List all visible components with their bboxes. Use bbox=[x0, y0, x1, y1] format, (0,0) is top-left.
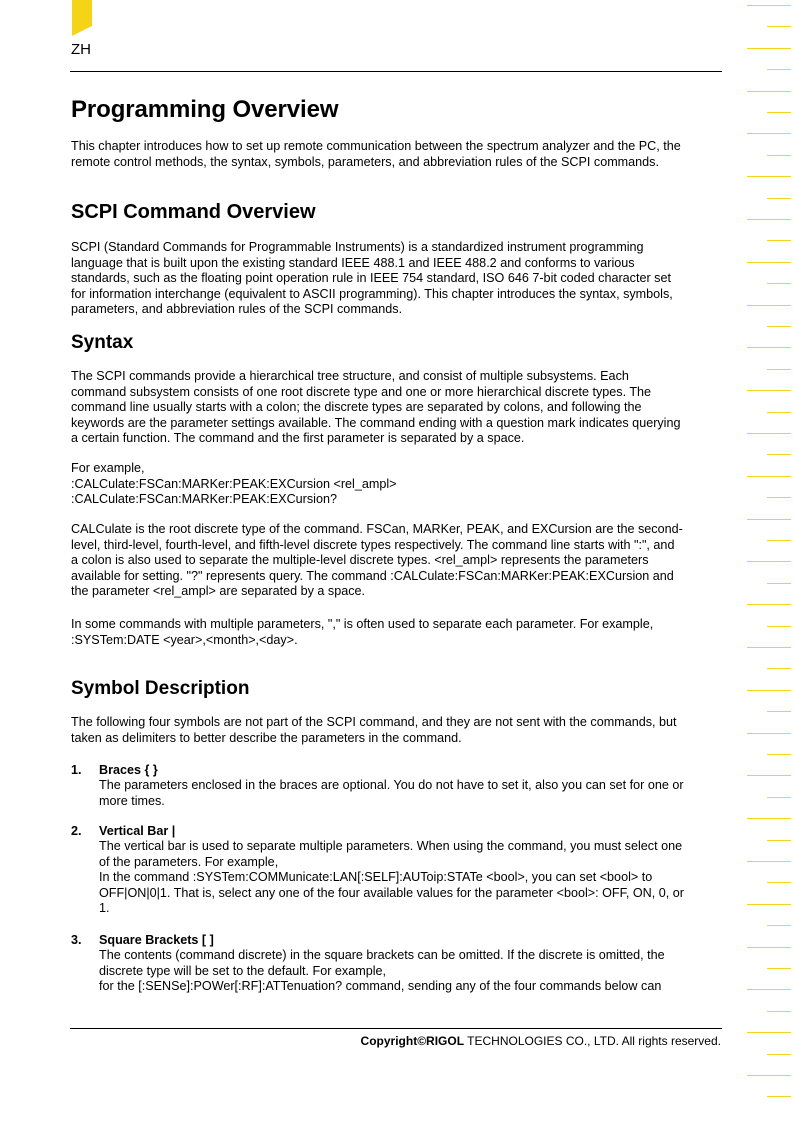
text-line: In some commands with multiple parameters, "," is often used to separate each parameter. For example, bbox=[71, 617, 654, 631]
margin-stripe bbox=[767, 497, 791, 498]
margin-stripe bbox=[767, 454, 791, 455]
text-line: For example, bbox=[71, 461, 145, 475]
margin-stripe bbox=[767, 882, 791, 883]
margin-stripe bbox=[747, 1032, 791, 1033]
margin-stripe bbox=[747, 947, 791, 948]
text-line: :CALCulate:FSCan:MARKer:PEAK:EXCursion <rel_ampl> bbox=[71, 476, 397, 491]
page-title: Programming Overview bbox=[71, 96, 339, 123]
text-line: keywords are the parameter settings available. The command ending with a question mark indicates querying bbox=[71, 415, 681, 430]
margin-stripe bbox=[767, 198, 791, 199]
margin-stripe bbox=[747, 219, 791, 220]
margin-stripe bbox=[767, 583, 791, 584]
list-item-number: 1. bbox=[71, 763, 82, 777]
margin-stripe bbox=[767, 797, 791, 798]
margin-stripes bbox=[747, 0, 793, 1122]
list-item-body bbox=[99, 778, 723, 809]
text-line: parameters, and abbreviation rules of the SCPI commands. bbox=[71, 302, 403, 316]
list-item-title: Square Brackets [ ] bbox=[99, 933, 214, 947]
margin-stripe bbox=[747, 305, 791, 306]
text-line: command line usually starts with a colon; the discrete types are separated by colons, and following the bbox=[71, 400, 642, 414]
text-line: remote control methods, the syntax, symbols, parameters, and abbreviation rules of the SCPI commands. bbox=[71, 154, 659, 169]
text-line: level, third-level, fourth-level, and fifth-level discrete types respectively. The command line starts with ":", and bbox=[71, 537, 675, 552]
text-line: taken as delimiters to better describe the parameters in the command. bbox=[71, 730, 462, 745]
text-line: a certain function. The command and the first parameter is separated by a space. bbox=[71, 431, 525, 445]
margin-stripe bbox=[767, 968, 791, 969]
text-line: This chapter introduces how to set up remote communication between the spectrum analyzer and the PC, the bbox=[71, 139, 681, 153]
margin-stripe bbox=[747, 176, 791, 177]
symbol-description-heading: Symbol Description bbox=[71, 678, 250, 699]
list-item-title: Braces { } bbox=[99, 763, 158, 777]
text-line: the parameter <rel_ampl> are separated by a space. bbox=[71, 584, 366, 598]
list-item-title: Vertical Bar | bbox=[99, 824, 176, 838]
text-line: :SYSTem:DATE <year>,<month>,<day>. bbox=[71, 632, 298, 647]
margin-stripe bbox=[747, 476, 791, 477]
margin-stripe bbox=[747, 433, 791, 434]
symbol-intro-paragraph bbox=[71, 715, 723, 746]
intro-paragraph bbox=[71, 139, 723, 170]
margin-stripe bbox=[747, 818, 791, 819]
text-line: :CALCulate:FSCan:MARKer:PEAK:EXCursion? bbox=[71, 492, 337, 506]
text-line: for the [:SENSe]:POWer[:RF]:ATTenuation? command, sending any of the four commands below can bbox=[99, 979, 662, 993]
margin-stripe bbox=[767, 155, 791, 156]
margin-stripe bbox=[767, 668, 791, 669]
margin-stripe bbox=[747, 733, 791, 734]
text-line: discrete type will be set to the default. For example, bbox=[99, 963, 386, 978]
margin-stripe bbox=[767, 412, 791, 413]
text-line: The vertical bar is used to separate multiple parameters. When using the command, you must select one bbox=[99, 839, 683, 853]
text-line: a colon is also used to separate the multiple-level discrete types. <rel_ampl> represents the parameters bbox=[71, 553, 649, 567]
margin-stripe bbox=[767, 754, 791, 755]
margin-stripe bbox=[767, 840, 791, 841]
margin-stripe bbox=[767, 69, 791, 70]
text-line: command subsystem consists of one root discrete type and one or more hierarchical discrete types. The bbox=[71, 384, 652, 399]
margin-stripe bbox=[767, 112, 791, 113]
text-line: In the command :SYSTem:COMMunicate:LAN[:SELF]:AUToip:STATe <bool>, you can set <bool> to bbox=[99, 870, 653, 884]
margin-stripe bbox=[747, 604, 791, 605]
syntax-paragraph-3 bbox=[71, 617, 723, 648]
margin-stripe bbox=[747, 48, 791, 49]
list-item-body bbox=[99, 948, 723, 995]
margin-stripe bbox=[767, 369, 791, 370]
scpi-overview-heading: SCPI Command Overview bbox=[71, 201, 316, 223]
text-line: OFF|ON|0|1. That is, select any one of the four available values for the parameter <bool>: OFF, ON, 0, or bbox=[99, 885, 684, 900]
text-line: SCPI (Standard Commands for Programmable Instruments) is a standardized instrument programming bbox=[71, 240, 644, 254]
margin-stripe bbox=[747, 647, 791, 648]
footer-divider bbox=[70, 1028, 722, 1029]
syntax-example bbox=[71, 461, 723, 508]
syntax-paragraph-1 bbox=[71, 369, 723, 447]
margin-stripe bbox=[767, 925, 791, 926]
text-line: language that is built upon the existing standard IEEE 488.1 and IEEE 488.2 and conforms to various bbox=[71, 255, 635, 270]
margin-stripe bbox=[747, 519, 791, 520]
margin-stripe bbox=[747, 775, 791, 776]
text-line: The contents (command discrete) in the square brackets can be omitted. If the discrete is omitted, the bbox=[99, 948, 665, 962]
list-item-number: 2. bbox=[71, 824, 82, 838]
text-line: of the parameters. For example, bbox=[99, 854, 279, 869]
margin-stripe bbox=[767, 283, 791, 284]
margin-stripe bbox=[767, 711, 791, 712]
header-divider bbox=[70, 71, 722, 72]
margin-stripe bbox=[767, 540, 791, 541]
copyright-brand: Copyright©RIGOL bbox=[360, 1034, 465, 1048]
text-line: for information interchange (equivalent to ASCII programming). This chapter introduces the syntax, symbols, bbox=[71, 286, 673, 301]
copyright-text: TECHNOLOGIES CO., LTD. All rights reserved. bbox=[464, 1034, 721, 1048]
margin-stripe bbox=[747, 561, 791, 562]
margin-stripe bbox=[747, 91, 791, 92]
margin-stripe bbox=[767, 1096, 791, 1097]
list-item-number: 3. bbox=[71, 933, 82, 947]
copyright-notice bbox=[361, 1034, 721, 1048]
margin-stripe bbox=[747, 1075, 791, 1076]
margin-stripe bbox=[747, 390, 791, 391]
margin-stripe bbox=[747, 347, 791, 348]
text-line: The SCPI commands provide a hierarchical tree structure, and consist of multiple subsystems. Each bbox=[71, 369, 629, 383]
margin-stripe bbox=[747, 262, 791, 263]
text-line: CALCulate is the root discrete type of the command. FSCan, MARKer, PEAK, and EXCursion are the second- bbox=[71, 522, 683, 536]
margin-stripe bbox=[747, 904, 791, 905]
chapter-tab-marker bbox=[72, 0, 92, 36]
margin-stripe bbox=[767, 326, 791, 327]
text-line: 1. bbox=[99, 901, 110, 915]
text-line: The following four symbols are not part of the SCPI command, and they are not sent with the commands, but bbox=[71, 715, 677, 729]
margin-stripe bbox=[747, 133, 791, 134]
margin-stripe bbox=[767, 1011, 791, 1012]
scpi-overview-paragraph bbox=[71, 240, 723, 318]
text-line: standards, such as the floating point operation rule in IEEE 754 standard, ISO 646 7-bit coded character set bbox=[71, 271, 671, 285]
text-line: available for setting. "?" represents query. The command :CALCulate:FSCan:MARKer:PEAK:EXCursion and bbox=[71, 568, 674, 583]
text-line: more times. bbox=[99, 793, 165, 808]
list-item-body bbox=[99, 839, 723, 917]
margin-stripe bbox=[767, 240, 791, 241]
text-line: The parameters enclosed in the braces are optional. You do not have to set it, also you can set for one or bbox=[99, 778, 684, 792]
margin-stripe bbox=[767, 626, 791, 627]
margin-stripe bbox=[767, 26, 791, 27]
margin-stripe bbox=[747, 989, 791, 990]
language-tag: ZH bbox=[71, 41, 91, 58]
margin-stripe bbox=[747, 861, 791, 862]
margin-stripe bbox=[747, 5, 791, 6]
margin-stripe bbox=[747, 690, 791, 691]
syntax-paragraph-2 bbox=[71, 522, 723, 600]
syntax-heading: Syntax bbox=[71, 332, 134, 353]
margin-stripe bbox=[767, 1054, 791, 1055]
